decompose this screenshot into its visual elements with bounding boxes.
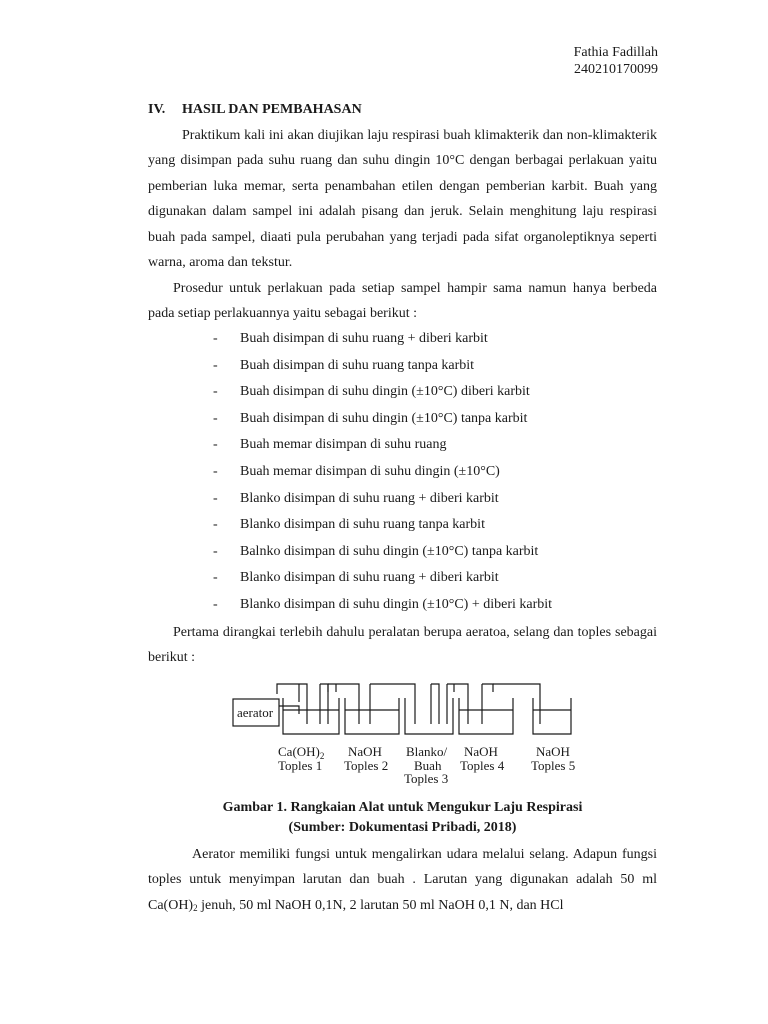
hose-network — [277, 684, 540, 724]
list-bullet: - — [213, 357, 218, 373]
aerator-paragraph — [148, 842, 657, 918]
section-title: HASIL DAN PEMBAHASAN — [182, 102, 362, 117]
list-bullet: - — [213, 384, 218, 400]
list-item — [213, 379, 552, 406]
aerator-label: aerator — [237, 705, 274, 720]
list-item-text: Buah disimpan di suhu dingin (±10°C) tanpa karbit — [240, 410, 528, 426]
list-item — [213, 406, 552, 433]
jar-2-solution: NaOH — [348, 744, 382, 759]
list-item-text: Buah memar disimpan di suhu ruang — [240, 437, 447, 453]
aerator-paragraph-part2: jenuh, 50 ml NaOH 0,1N, 2 larutan 50 ml NaOH 0,1 N, dan HCl — [197, 897, 564, 913]
list-item — [213, 565, 552, 592]
list-item-text: Buah disimpan di suhu ruang tanpa karbit — [240, 357, 475, 373]
setup-paragraph: Pertama dirangkai terlebih dahulu peralatan berupa aeratoa, selang dan toples sebagai berikut : — [148, 625, 657, 666]
list-item — [213, 486, 552, 513]
list-item — [213, 326, 552, 353]
jar-1-solution-text: Ca(OH) — [278, 744, 320, 759]
section-heading — [148, 102, 362, 118]
jar-4-label: Toples 4 — [460, 758, 505, 773]
list-item-text: Blanko disimpan di suhu ruang + diberi karbit — [240, 570, 499, 586]
list-item-text: Blanko disimpan di suhu dingin (±10°C) + diberi karbit — [240, 596, 553, 612]
jar-1 — [283, 698, 339, 734]
list-item-text: Buah memar disimpan di suhu dingin (±10°C) — [240, 463, 500, 479]
student-id: 240210170099 — [574, 62, 658, 77]
list-item-text: Buah disimpan di suhu dingin (±10°C) diberi karbit — [240, 384, 530, 400]
figure-source: (Sumber: Dokumentasi Pribadi, 2018) — [288, 820, 517, 835]
treatment-list — [213, 326, 552, 619]
list-bullet: - — [213, 596, 218, 612]
list-bullet: - — [213, 570, 218, 586]
list-item-text: Blanko disimpan di suhu ruang + diberi karbit — [240, 490, 499, 506]
jar-1-label: Toples 1 — [278, 758, 323, 773]
jar-2 — [345, 698, 399, 734]
section-number: IV. — [148, 102, 166, 117]
jar-3-label: Toples 3 — [404, 771, 449, 786]
list-item — [213, 353, 552, 380]
jar-4 — [459, 698, 513, 734]
apparatus-diagram — [220, 676, 600, 788]
list-bullet: - — [213, 437, 218, 453]
jar-5-label: Toples 5 — [531, 758, 576, 773]
aerator-paragraph-subscript: 2 — [193, 902, 198, 913]
aerator-paragraph-part1: Aerator memiliki fungsi untuk mengalirkan udara melalui selang. Adapun fungsi toples untuk menyimpan larutan dan buah . Larutan yang digunakan adalah 50 ml Ca(OH) — [148, 847, 657, 913]
jar-1-solution-subscript: 2 — [319, 751, 325, 761]
jar-2-label: Toples 2 — [344, 758, 389, 773]
figure-caption: Gambar 1. Rangkaian Alat untuk Mengukur Laju Respirasi — [222, 800, 583, 815]
list-item-text: Blanko disimpan di suhu ruang tanpa karbit — [240, 517, 485, 533]
list-bullet: - — [213, 543, 218, 559]
jar-3 — [405, 698, 453, 734]
list-bullet: - — [213, 490, 218, 506]
list-item — [213, 459, 552, 486]
list-bullet: - — [213, 517, 218, 533]
jar-5-solution: NaOH — [536, 744, 570, 759]
list-bullet: - — [213, 463, 218, 479]
jar-3-content: Buah — [414, 758, 442, 773]
author-name: Fathia Fadillah — [573, 45, 658, 60]
list-item-text: Balnko disimpan di suhu dingin (±10°C) tanpa karbit — [240, 543, 539, 559]
procedure-paragraph: Prosedur untuk perlakuan pada setiap sampel hampir sama namun hanya berbeda pada setiap perlakuannya yaitu sebagai berikut : — [148, 281, 657, 322]
list-item — [213, 512, 552, 539]
jar-3-solution: Blanko/ — [406, 744, 448, 759]
jar-4-solution: NaOH — [464, 744, 498, 759]
list-item — [213, 432, 552, 459]
author-block — [574, 44, 658, 78]
list-bullet: - — [213, 331, 218, 346]
intro-paragraph: Praktikum kali ini akan diujikan laju respirasi buah klimakterik dan non-klimakterik yang disimpan pada suhu ruang dan suhu dingin 10°C dengan berbagai perlakuan yaitu pemberian luka memar, serta penambahan etilen dengan pemberian karbit. Buah yang digunakan dalam sampel ini adalah pisang dan jeruk. Selain menghitung laju respirasi buah pada sampel, diaati pula perubahan yang terjadi pada sifat organoleptiknya seperti warna, aroma dan tekstur. — [148, 128, 657, 271]
list-bullet: - — [213, 410, 218, 426]
list-item — [213, 539, 552, 566]
list-item — [213, 592, 552, 619]
list-item-text: Buah disimpan di suhu ruang + diberi karbit — [240, 331, 488, 346]
jar-5 — [533, 698, 571, 734]
